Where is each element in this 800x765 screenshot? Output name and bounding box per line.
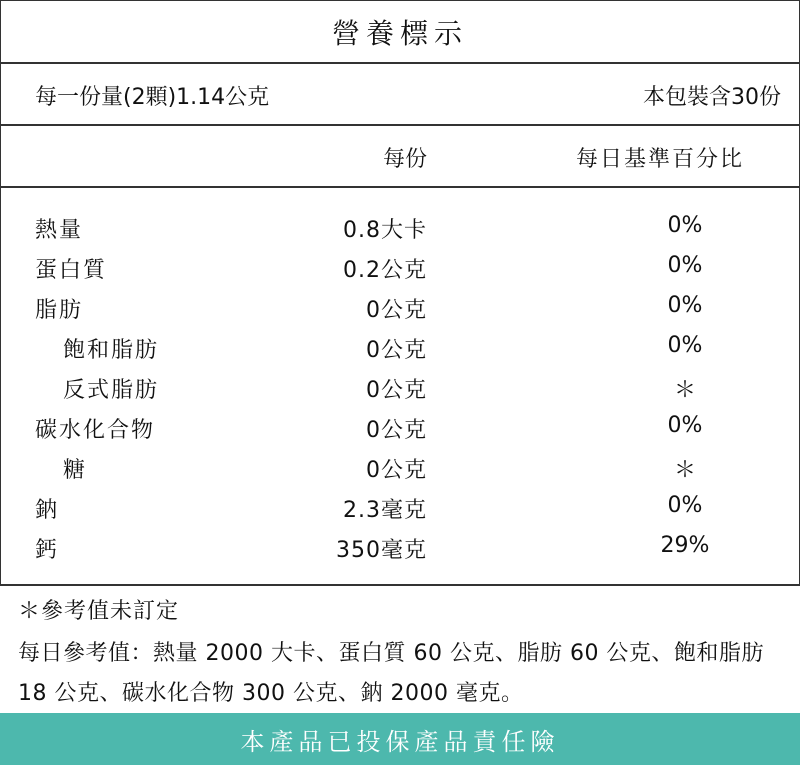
nutrient-row-fat	[1, 289, 799, 329]
nutrient-name: 反式脂肪	[63, 378, 160, 403]
nutrient-name: 鈣	[35, 538, 60, 563]
nutrient-daily-value: 0%	[667, 413, 703, 438]
nutrient-value: 0.2公克	[343, 258, 427, 283]
nutrient-daily-value: ＊	[673, 378, 697, 403]
nutrient-value: 0.8大卡	[343, 218, 427, 243]
column-header-row	[1, 125, 799, 188]
reference-not-set-note: ＊參考值未訂定	[18, 599, 180, 624]
nutrient-row-calcium	[1, 529, 799, 569]
nutrient-value: 0公克	[366, 378, 427, 403]
nutrient-value: 0公克	[366, 338, 427, 363]
serving-size: 每一份量(2顆)1.14公克	[35, 85, 270, 110]
nutrient-value: 0公克	[366, 298, 427, 323]
nutrient-value: 350毫克	[336, 538, 427, 563]
nutrient-table	[1, 209, 799, 569]
nutrient-name: 蛋白質	[35, 258, 108, 283]
nutrient-row-sodium	[1, 489, 799, 529]
nutrient-row-protein	[1, 249, 799, 289]
nutrient-value: 0公克	[366, 458, 427, 483]
serving-info-row	[1, 63, 799, 126]
nutrient-row-saturated-fat	[1, 329, 799, 369]
nutrient-name: 脂肪	[35, 298, 84, 323]
nutrient-daily-value: ＊	[673, 458, 697, 483]
nutrient-daily-value: 0%	[667, 213, 703, 238]
panel-title: 營養標示	[1, 1, 799, 64]
nutrient-daily-value: 0%	[667, 333, 703, 358]
nutrient-row-calories	[1, 209, 799, 249]
nutrient-row-trans-fat	[1, 369, 799, 409]
nutrient-value: 2.3毫克	[343, 498, 427, 523]
nutrient-value: 0公克	[366, 418, 427, 443]
nutrient-row-sugar	[1, 449, 799, 489]
nutrient-name: 熱量	[35, 218, 84, 243]
nutrient-name: 糖	[63, 458, 88, 483]
insurance-banner: 本產品已投保產品責任險	[0, 713, 800, 765]
daily-value-header: 每日基準百分比	[576, 147, 745, 172]
nutrient-name: 飽和脂肪	[63, 338, 160, 363]
nutrient-name: 碳水化合物	[35, 418, 156, 443]
nutrient-row-carbohydrate	[1, 409, 799, 449]
nutrient-daily-value: 0%	[667, 253, 703, 278]
nutrient-daily-value: 0%	[667, 293, 703, 318]
nutrient-daily-value: 29%	[660, 533, 710, 558]
daily-reference-values: 每日參考值：熱量 2000 大卡、蛋白質 60 公克、脂肪 60 公克、飽和脂肪 18 公克、碳水化合物 300 公克、鈉 2000 毫克。	[18, 641, 764, 706]
per-serving-header: 每份	[382, 147, 427, 172]
nutrient-daily-value: 0%	[667, 493, 703, 518]
servings-per-package: 本包裝含30份	[643, 85, 781, 110]
nutrient-name: 鈉	[35, 498, 60, 523]
